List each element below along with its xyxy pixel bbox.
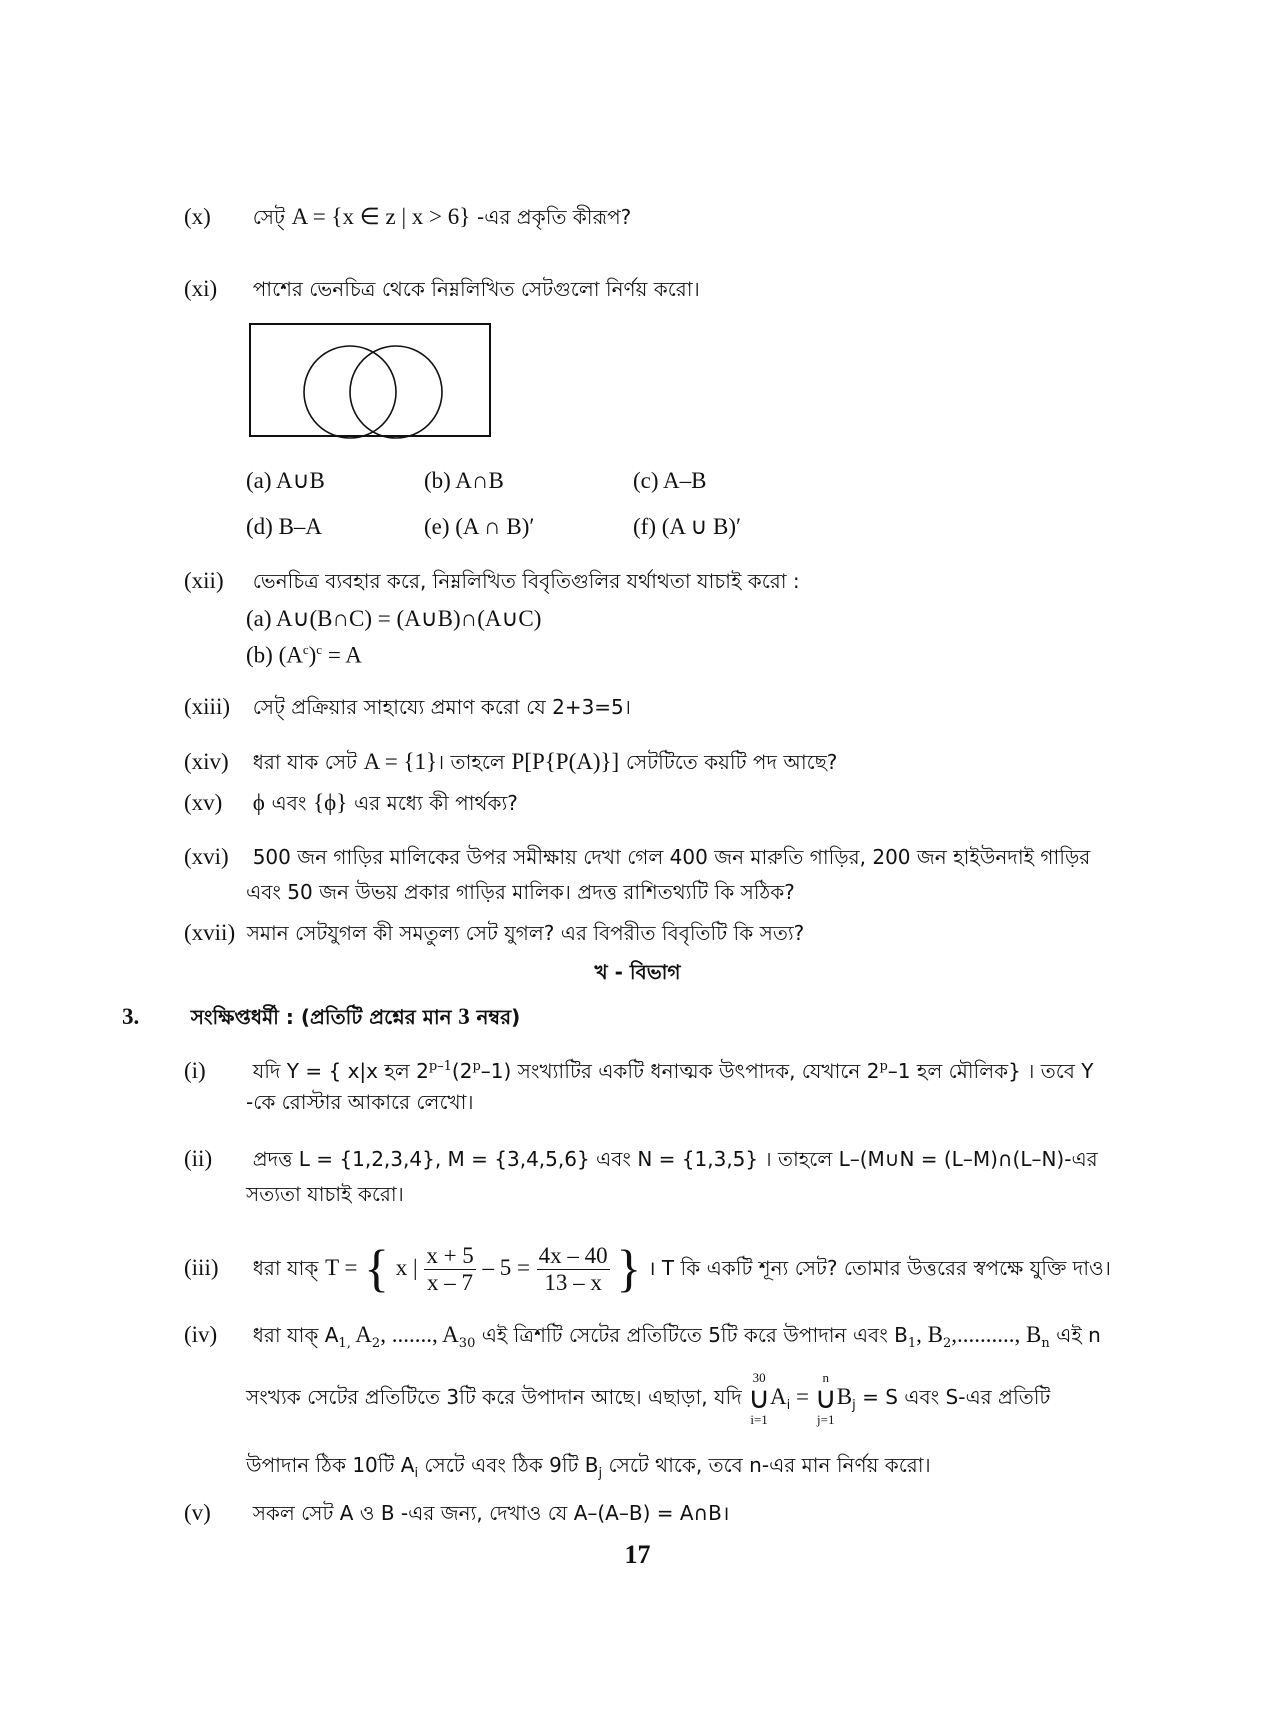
question-number: (xvii) — [184, 920, 236, 945]
subscript: j — [852, 1398, 856, 1413]
union-operator — [815, 1371, 837, 1427]
question-3-i — [184, 1050, 1094, 1088]
subscript: i — [414, 1466, 419, 1481]
left-brace: { — [364, 1240, 390, 1298]
subscript: i — [786, 1398, 791, 1413]
question-number: (i) — [184, 1058, 206, 1083]
question-xvi — [184, 840, 1090, 874]
option-a: (a) A∪B — [246, 468, 325, 493]
question-x — [184, 200, 631, 234]
heading-text: সংক্ষিপ্তধর্মী : (প্রতিটি প্রশ্নের মান — [190, 1005, 452, 1029]
question-text: এই n — [1049, 1323, 1101, 1347]
option-c: (c) A–B — [633, 468, 707, 493]
option-b: (b) A∩B — [424, 468, 504, 493]
superscript: p — [879, 1059, 888, 1074]
set-expression: ϕ — [252, 790, 265, 815]
denominator: 13 – x — [544, 1270, 602, 1295]
question-text: সেটে থাকে, তবে n-এর মান নির্ণয় করো। — [602, 1453, 931, 1477]
set-expression: {ϕ} — [313, 790, 348, 815]
question-number: (ii) — [184, 1146, 213, 1171]
statement-a: (a) A∪(B∩C) = (A∪B)∩(A∪C) — [246, 606, 542, 631]
subscript: 30 — [458, 1336, 476, 1352]
math-text: , ......., A — [380, 1322, 459, 1347]
set-name: T = — [325, 1255, 358, 1280]
question-xi — [184, 272, 700, 306]
question-number: (iii) — [184, 1255, 219, 1280]
question-text: । তাহলে — [437, 750, 505, 774]
set-expression: P[P{P(A)}] — [511, 749, 620, 774]
question-xv — [184, 786, 518, 820]
option-d: (d) B–A — [246, 514, 323, 539]
statement-b — [246, 642, 362, 669]
question-text: সেট্ প্রক্রিয়ার সাহায্যে প্রমাণ করো যে 2+3=5। — [252, 695, 631, 719]
option-f: (f) (A ∪ B)′ — [633, 514, 742, 539]
math-text: = — [790, 1384, 815, 1409]
statement-text: (b) (A — [246, 642, 303, 668]
question-3-ii-continuation: সত্যতা যাচাই করো। — [246, 1182, 404, 1206]
question-text: । T কি একটি শূন্য সেট? তোমার উত্তরের স্বপক্ষে যুক্তি দাও। — [648, 1256, 1111, 1280]
section-heading: খ - বিভাগ — [594, 960, 681, 984]
page-number: 17 — [624, 1540, 651, 1569]
question-xii — [184, 564, 800, 598]
question-number: (xi) — [184, 276, 218, 301]
math-text: ,.........., B — [951, 1322, 1042, 1347]
fraction — [424, 1243, 475, 1296]
question-text: প্রদত্ত L = {1,2,3,4}, M = {3,4,5,6} এবং N = {1,3,5} । তাহলে L–(M∪N = (L–M)∩(L–N)-এর — [252, 1147, 1098, 1171]
question-number: (xiii) — [184, 694, 230, 719]
question-xvii — [184, 916, 804, 950]
union-symbol: ∪ — [748, 1381, 771, 1415]
lower-limit: i=1 — [750, 1411, 768, 1427]
upper-limit: 30 — [752, 1369, 766, 1385]
question-number: (x) — [184, 204, 211, 229]
marks-value: 3 — [458, 1004, 470, 1029]
question-number: (v) — [184, 1500, 211, 1525]
question-xiii — [184, 690, 631, 724]
math-text: A — [770, 1384, 787, 1409]
numerator: 4x – 40 — [538, 1243, 608, 1268]
right-brace: } — [616, 1240, 642, 1298]
subscript: n — [1041, 1336, 1050, 1352]
subscript: 1, — [338, 1336, 351, 1352]
question-text: সমান সেটযুগল কী সমতুল্য সেট যুগল? এর বিপরীত বিবৃতিটি কি সত্য? — [246, 921, 805, 945]
question-text: = S এবং S-এর প্রতিটি — [855, 1385, 1051, 1409]
subscript: 2 — [371, 1336, 381, 1352]
question-text: ধরা যাক্ A — [252, 1323, 339, 1347]
superscript: c — [316, 642, 323, 657]
question-text: সেট্ — [252, 205, 285, 229]
question-text: –1 হল মৌলিক} । তবে Y — [887, 1059, 1094, 1083]
superscript: p–1 — [428, 1059, 452, 1074]
math-text: A — [350, 1322, 372, 1347]
upper-limit: n — [822, 1369, 830, 1385]
numerator: x + 5 — [426, 1243, 474, 1268]
question-number: 3. — [122, 1004, 140, 1029]
question-3-heading — [122, 1003, 520, 1036]
superscript: c — [302, 642, 309, 657]
question-3-ii — [184, 1142, 1098, 1176]
question-text: পাশের ভেনচিত্র থেকে নিম্নলিখিত সেটগুলো নির্ণয় করো। — [252, 277, 700, 301]
venn-diagram — [248, 318, 538, 450]
fraction — [537, 1243, 610, 1296]
question-number: (xiv) — [184, 749, 229, 774]
question-3-v — [184, 1496, 729, 1530]
math-text: B — [836, 1384, 853, 1409]
statement-text: ) — [308, 642, 317, 668]
question-text: –1) সংখ্যাটির একটি ধনাত্মক উৎপাদক, যেখানে 2 — [480, 1059, 880, 1083]
superscript: p — [472, 1059, 481, 1074]
set-expression: A = {x ∈ z | x > 6} — [291, 204, 471, 229]
question-3-i-continuation: -কে রোস্টার আকারে লেখো। — [246, 1090, 474, 1114]
question-text: ধরা যাক্ — [252, 1256, 319, 1280]
question-3-iv — [184, 1318, 1101, 1361]
union-symbol: ∪ — [814, 1381, 837, 1415]
question-3-iv-line-3 — [246, 1448, 931, 1491]
subscript: 2 — [943, 1336, 952, 1352]
question-number: (xv) — [184, 790, 223, 815]
question-xvi-continuation: এবং 50 জন উভয় প্রকার গাড়ির মালিক। প্রদত্ত রাশিতথ্যটি কি সঠিক? — [246, 880, 795, 904]
question-3-iv-line-2 — [246, 1362, 1050, 1441]
subscript: j — [598, 1466, 603, 1481]
heading-text: নম্বর) — [476, 1005, 521, 1029]
question-text: -এর প্রকৃতি কীরূপ? — [477, 205, 632, 229]
universal-set-rectangle — [250, 324, 490, 436]
math-text: , B — [916, 1322, 944, 1347]
lower-limit: j=1 — [817, 1411, 835, 1427]
question-number: (iv) — [184, 1322, 218, 1347]
question-text: এর মধ্যে কী পার্থক্য? — [354, 791, 518, 815]
question-text: সেটে এবং ঠিক 9টি B — [418, 1453, 599, 1477]
question-text: এই ত্রিশটি সেটের প্রতিটিতে 5টি করে উপাদান এবং B — [475, 1323, 908, 1347]
set-builder-variable: x | — [395, 1255, 418, 1280]
union-operator — [748, 1371, 770, 1427]
question-text: ভেনচিত্র ব্যবহার করে, নিম্নলিখিত বিবৃতিগুলির যর্থাথতা যাচাই করো : — [252, 569, 800, 593]
statement-text: = A — [322, 642, 362, 668]
subscript: 1 — [907, 1336, 917, 1352]
option-e: (e) (A ∩ B)′ — [424, 514, 535, 539]
question-xiv — [184, 745, 837, 779]
set-expression: A = {1} — [363, 749, 438, 774]
question-text: যদি Y = { x|x হল 2 — [252, 1059, 429, 1083]
question-number: (xii) — [184, 568, 224, 593]
question-text: সংখ্যক সেটের প্রতিটিতে 3টি করে উপাদান আছে। এছাড়া, যদি — [246, 1385, 742, 1409]
question-text: ধরা যাক সেট — [252, 750, 357, 774]
denominator: x – 7 — [427, 1270, 474, 1295]
question-text: (2 — [451, 1059, 473, 1083]
question-text: উপাদান ঠিক 10টি A — [246, 1453, 415, 1477]
question-text: সেটটিতে কয়টি পদ আছে? — [625, 750, 838, 774]
question-text: সকল সেট A ও B -এর জন্য, দেখাও যে A–(A–B) = A∩B। — [252, 1501, 730, 1525]
math-operator: – 5 = — [482, 1255, 530, 1280]
question-text: 500 জন গাড়ির মালিকের উপর সমীক্ষায় দেখা গেল 400 জন মারুতি গাড়ির, 200 জন হাইউনদাই গাড়ির — [252, 845, 1091, 869]
question-number: (xvi) — [184, 844, 229, 869]
question-text: এবং — [271, 791, 307, 815]
question-3-iii — [184, 1238, 1111, 1300]
